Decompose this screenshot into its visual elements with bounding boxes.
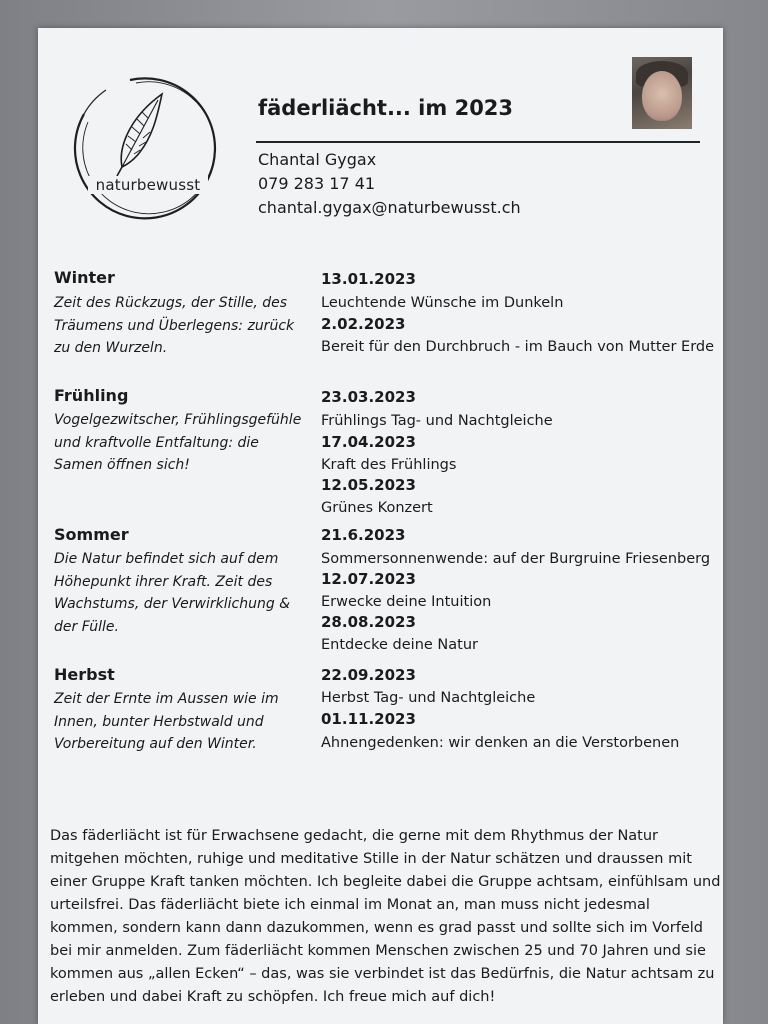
- contact-email: chantal.gygax@naturbewusst.ch: [258, 198, 521, 217]
- event-date: 13.01.2023: [321, 270, 416, 288]
- naturbewusst-logo: [70, 72, 224, 226]
- event-date: 12.07.2023: [321, 570, 416, 588]
- contact-name: Chantal Gygax: [258, 150, 377, 169]
- event-title: Bereit für den Durchbruch - im Bauch von Mutter Erde: [321, 339, 715, 355]
- event-title: Herbst Tag- und Nachtgleiche: [321, 690, 536, 706]
- event-date: 17.04.2023: [321, 433, 416, 451]
- portrait-face: [642, 71, 682, 121]
- event-date: 22.09.2023: [321, 666, 416, 684]
- event-title: Frühlings Tag- und Nachtgleiche: [321, 413, 553, 429]
- event-title: Erwecke deine Intuition: [321, 594, 492, 610]
- season-herbst-name: Herbst: [54, 665, 115, 684]
- event-title: Entdecke deine Natur: [321, 637, 478, 653]
- event-date: 2.02.2023: [321, 315, 406, 333]
- description-paragraph: Das fäderliächt ist für Erwachsene gedacht, die gerne mit dem Rhythmus der Natur mitgehen möchten, ruhige und meditative Stille in der Natur schätzen und draussen mit einer Gruppe Kraft tanken möchten. Ich begleite dabei die Gruppe achtsam, einfühlsam und urteilsfrei. Das fäderliächt biete ich einmal im Monat an, man muss nicht jedesmal kommen, sondern kann dann dazukommen, wenn es grad passt und sollte sich im Vorfeld bei mir anmelden. Zum fäderliächt kommen Menschen zwischen 25 und 70 Jahren und sie kommen aus „allen Ecken“ – das, was sie verbindet ist das Bedürfnis, die Natur achtsam zu erleben und dabei Kraft zu schöpfen. Ich freue mich auf dich!: [50, 828, 721, 1005]
- event-date: 23.03.2023: [321, 388, 416, 406]
- event-date: 28.08.2023: [321, 613, 416, 631]
- portrait-photo: [632, 57, 692, 129]
- event-date: 21.6.2023: [321, 526, 406, 544]
- event-date: 01.11.2023: [321, 710, 416, 728]
- event-title: Sommersonnenwende: auf der Burgruine Friesenberg: [321, 551, 711, 567]
- flyer-card: [38, 28, 723, 1024]
- event-title: Leuchtende Wünsche im Dunkeln: [321, 295, 564, 311]
- logo-wordmark: naturbewusst: [88, 176, 208, 194]
- season-winter-description: Zeit des Rückzugs, der Stille, des Träumens und Überlegens: zurück zu den Wurzeln.: [54, 295, 295, 356]
- feather-icon: [117, 94, 162, 176]
- season-sommer-description: Die Natur befindet sich auf dem Höhepunkt ihrer Kraft. Zeit des Wachstums, der Verwirklichung & der Fülle.: [54, 551, 291, 635]
- season-sommer-name: Sommer: [54, 525, 129, 544]
- season-fruehling-description: Vogelgezwitscher, Frühlingsgefühle und kraftvolle Entfaltung: die Samen öffnen sich!: [54, 412, 302, 473]
- page-title: fäderliächt... im 2023: [258, 96, 514, 120]
- season-fruehling-name: Frühling: [54, 386, 129, 405]
- contact-phone: 079 283 17 41: [258, 174, 376, 193]
- event-title: Ahnengedenken: wir denken an die Verstorbenen: [321, 735, 680, 751]
- season-herbst-description: Zeit der Ernte im Aussen wie im Innen, bunter Herbstwald und Vorbereitung auf den Winter.: [54, 691, 279, 752]
- season-winter-name: Winter: [54, 268, 115, 287]
- event-title: Grünes Konzert: [321, 500, 433, 516]
- event-title: Kraft des Frühlings: [321, 457, 457, 473]
- logo-circle: [70, 72, 224, 226]
- title-divider: [256, 141, 700, 143]
- event-date: 12.05.2023: [321, 476, 416, 494]
